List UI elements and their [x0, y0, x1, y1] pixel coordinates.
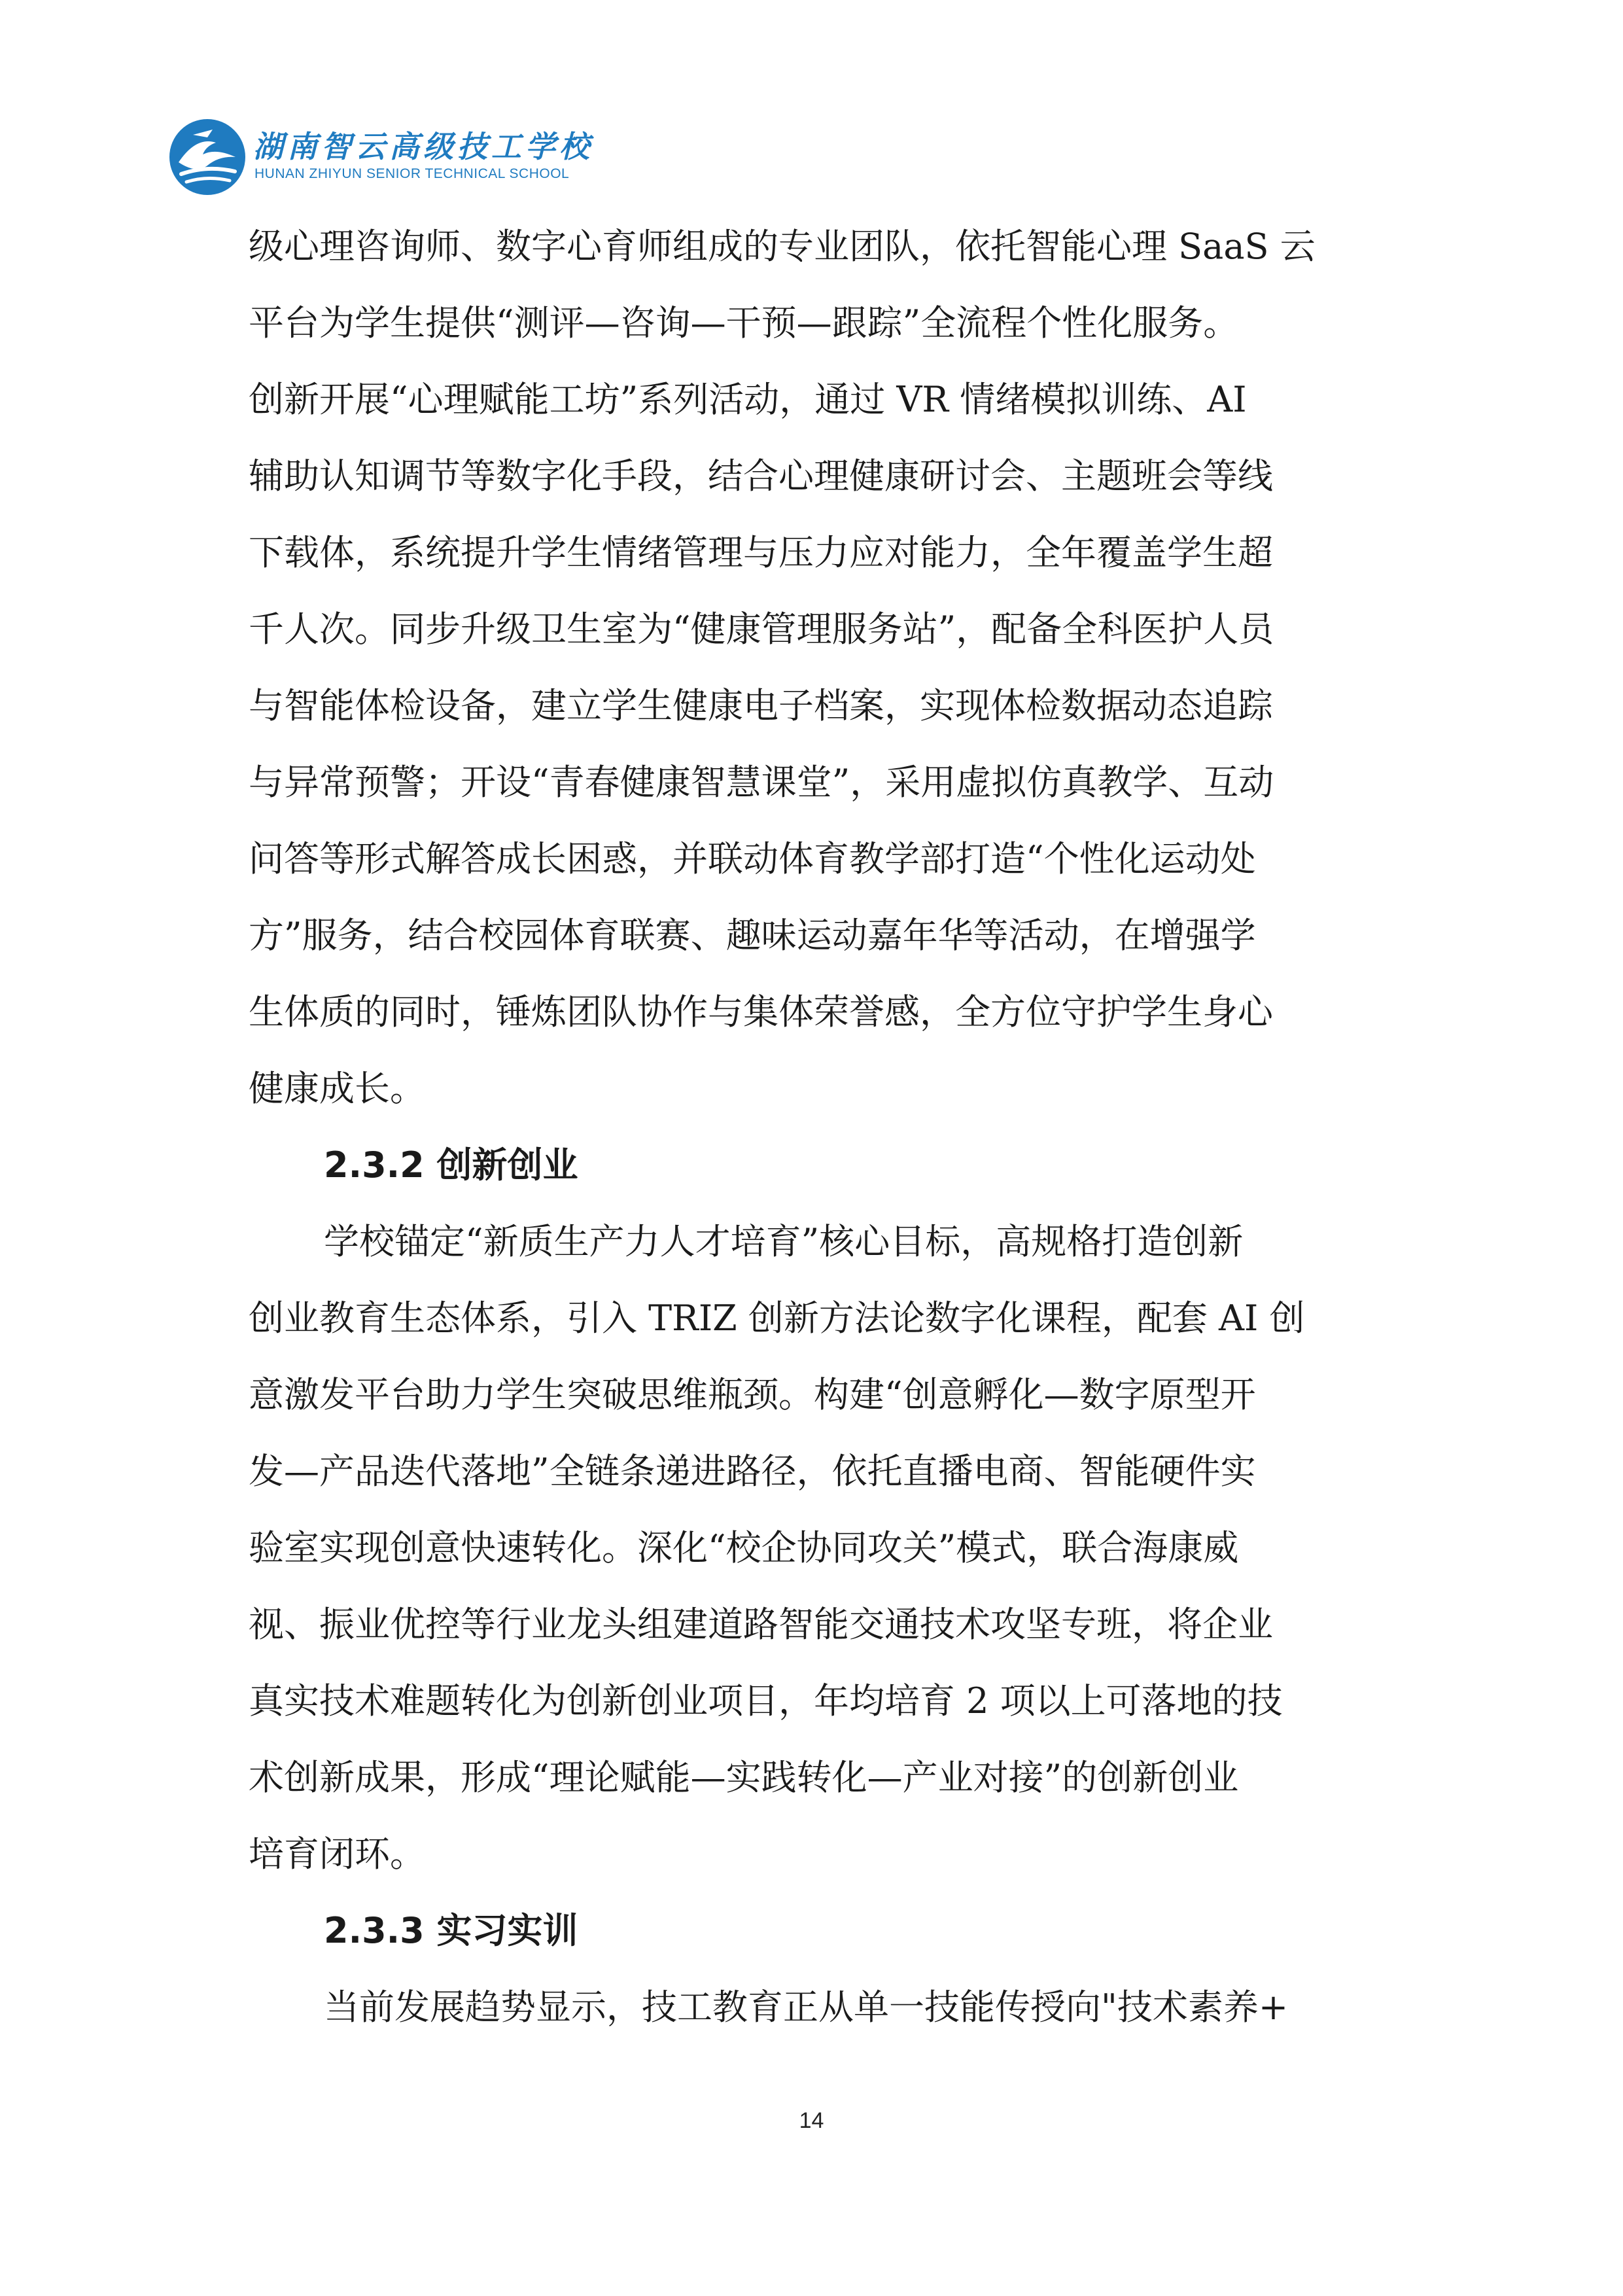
body-line: 方”服务，结合校园体育联赛、趣味运动嘉年华等活动，在增强学	[249, 915, 1256, 956]
body-line: 与异常预警；开设“青春健康智慧课堂”，采用虚拟仿真教学、互动	[249, 762, 1274, 803]
school-logo-icon	[167, 116, 249, 198]
body-line: 下载体，系统提升学生情绪管理与压力应对能力，全年覆盖学生超	[249, 532, 1273, 573]
body-line: 创新开展“心理赋能工坊”系列活动，通过 VR 情绪模拟训练、AI	[249, 379, 1247, 420]
body-line: 健康成长。	[249, 1068, 425, 1109]
body-line: 生体质的同时，锤炼团队协作与集体荣誉感，全方位守护学生身心	[249, 991, 1273, 1033]
body-line: 级心理咨询师、数字心育师组成的专业团队，依托智能心理 SaaS 云	[249, 226, 1316, 267]
body-line: 意激发平台助力学生突破思维瓶颈。构建“创意孵化—数字原型开	[249, 1374, 1256, 1415]
body-line: 千人次。同步升级卫生室为“健康管理服务站”，配备全科医护人员	[249, 609, 1274, 650]
section-heading-2-3-2: 2.3.2 创新创业	[324, 1144, 578, 1186]
body-line: 当前发展趋势显示，技工教育正从单一技能传授向"技术素养+	[324, 1987, 1289, 2028]
body-line: 学校锚定“新质生产力人才培育”核心目标，高规格打造创新	[324, 1221, 1244, 1262]
body-line: 视、振业优控等行业龙头组建道路智能交通技术攻坚专班，将企业	[249, 1604, 1273, 1645]
page-number: 14	[799, 2108, 824, 2133]
section-heading-2-3-3: 2.3.3 实习实训	[324, 1910, 578, 1951]
body-line: 问答等形式解答成长困惑，并联动体育教学部打造“个性化运动处	[249, 838, 1256, 879]
body-line: 真实技术难题转化为创新创业项目，年均培育 2 项以上可落地的技	[249, 1680, 1283, 1722]
page-header	[167, 110, 756, 202]
body-line: 发—产品迭代落地”全链条递进路径，依托直播电商、智能硬件实	[249, 1451, 1256, 1492]
body-line: 辅助认知调节等数字化手段，结合心理健康研讨会、主题班会等线	[249, 455, 1273, 497]
body-line: 平台为学生提供“测评—咨询—干预—跟踪”全流程个性化服务。	[249, 302, 1239, 344]
body-line: 创业教育生态体系，引入 TRIZ 创新方法论数字化课程，配套 AI 创	[249, 1298, 1305, 1339]
body-line: 术创新成果，形成“理论赋能—实践转化—产业对接”的创新创业	[249, 1757, 1239, 1798]
body-line: 验室实现创意快速转化。深化“校企协同攻关”模式，联合海康威	[249, 1527, 1239, 1568]
document-body	[249, 208, 1380, 2045]
body-line: 培育闭环。	[249, 1833, 425, 1875]
body-line: 与智能体检设备，建立学生健康电子档案，实现体检数据动态追踪	[249, 685, 1273, 726]
school-name-en: HUNAN ZHIYUN SENIOR TECHNICAL SCHOOL	[254, 166, 570, 181]
school-name-cn: 湖南智云高级技工学校	[253, 129, 593, 164]
